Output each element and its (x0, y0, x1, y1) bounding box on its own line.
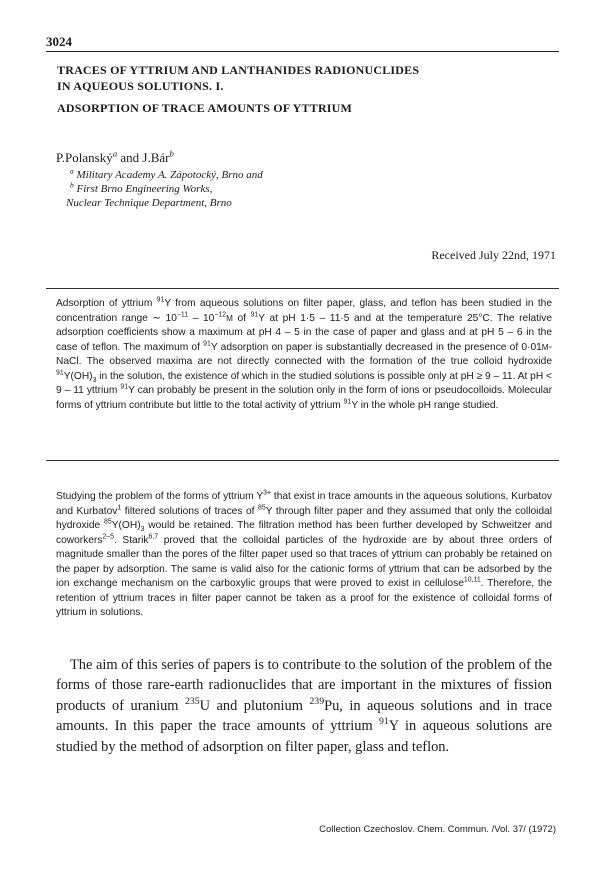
author-2: J.Bár (142, 150, 170, 165)
affil-b: First Brno Engineering Works, (76, 183, 213, 195)
affil-a: Military Academy A. Zápotocký, Brno and (76, 169, 263, 181)
header-rule (46, 51, 559, 52)
journal-footer: Collection Czechoslov. Chem. Commun. /Vol. 37/ (1972) (319, 824, 556, 835)
abstract-rule-top (46, 288, 559, 289)
author-1: P.Polanský (56, 150, 113, 165)
author-1-mark: a (112, 148, 118, 159)
affil-b-line2: Nuclear Technique Department, Brno (66, 197, 232, 209)
abstract-rule-bottom (46, 460, 559, 461)
title-line-1: TRACES OF YTTRIUM AND LANTHANIDES RADIONUCLIDES (57, 63, 420, 77)
affil-b-mark: b (70, 180, 74, 190)
aim-paragraph: The aim of this series of papers is to contribute to the solution of the problem of the forms of those rare-earth radionuclides that are important in the mixtures of fission products of uranium $^{235}$U and plutonium $^{239}$Pu, in aqueous solutions and in trace amounts. In this paper the trace amounts of yttrium $^{91}$Y in aqueous solutions are studied by the method of adsorption on filter paper, glass and teflon. (56, 657, 552, 755)
received-date: Received July 22nd, 1971 (431, 248, 556, 262)
abstract: Adsorption of yttrium $^{91}$Y from aqueous solutions on filter paper, glass, and teflon has been studied in the concentration range ∼ $10^{-11} - 10^{-12}M$ of $^{91}$Y at pH 1·5 – 11·5 and at the temperature 25°C. The relative adsorption coefficients show a maximum at pH 4 – 5 in the case of paper and glass and at pH 5 – 6 in the case of teflon. The maximum of $^{91}$Y adsorption on paper is substantially decreased in the presence of 0·01M-NaCl. The observed maxima are not directly connected with the formation of the true colloid hydroxide $^{91}Y(OH)_3$ in the solution, the existence of which in the studied solutions is possible only at pH ≥ 9 – 11. At pH < 9 – 11 yttrium $^{91}$Y can probably be present in the solution only in the form of ions or pseudocolloids. Molecular forms of yttrium contribute but little to the total activity of yttrium $^{91}$Y in the whole pH range studied. (56, 296, 552, 411)
affil-a-mark: a (70, 166, 74, 176)
authors (56, 150, 174, 166)
author-2-mark: b (169, 148, 174, 159)
author-conjunction: and (117, 150, 143, 165)
article-title (57, 62, 547, 116)
affiliations (66, 168, 263, 210)
title-line-2: IN AQUEOUS SOLUTIONS. I. (57, 79, 224, 93)
intro-paragraph: Studying the problem of the forms of yttrium $Y^{3+}$ that exist in trace amounts in the aqueous solutions, Kurbatov and Kurbatov$^1$ filtered solutions of traces of $^{85}$Y through filter paper and they assumed that only the colloidal hydroxide $^{85}Y(OH)_3$ would be retained. The filtration method has been further developed by Schweitzer and coworkers$^{2-5}$. Starik$^{6,7}$ proved that the colloidal particles of the hydroxide are by about three orders of magnitude smaller than the pores of the filter paper used so that traces of yttrium can probably be retained on the paper by adsorption. The same is valid also for the cationic forms of yttrium that can be adsorbed by the ion exchange mechanism on the carboxylic groups that were proved to exist in cellulose$^{10,11}$. Therefore, the retention of yttrium traces in filter paper cannot be taken as a proof for the existence of colloidal forms of yttrium in solutions. (56, 489, 553, 619)
page-number: 3024 (46, 34, 72, 49)
subtitle: ADSORPTION OF TRACE AMOUNTS OF YTTRIUM (57, 101, 353, 115)
